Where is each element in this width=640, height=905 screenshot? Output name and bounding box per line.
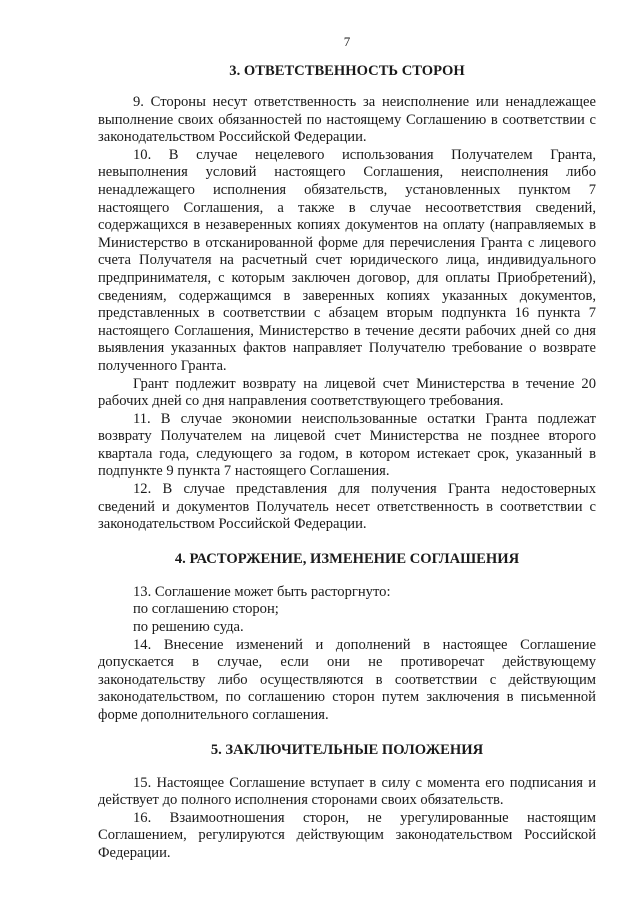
page-number: 7 bbox=[343, 34, 351, 49]
paragraph-11: 11. В случае экономии неиспользованные остатки Гранта подлежат возврату Получателем на лицевой счет Министерства не позднее второго квартала года, следующего за годом, в котором истекает срок, указанный в подпункте 9 пункта 7 настоящего Соглашения. bbox=[98, 410, 596, 480]
list-item-by-agreement: по соглашению сторон; bbox=[133, 601, 279, 618]
paragraph-9: 9. Стороны несут ответственность за неисполнение или ненадлежащее выполнение своих обязанностей по настоящему Соглашению в соответствии с законодательством Российской Федерации. bbox=[98, 94, 596, 146]
paragraph-16: 16. Взаимоотношения сторон, не урегулированные настоящим Соглашением, регулируются действующим законодательством Российской Федерации. bbox=[98, 809, 596, 861]
paragraph-15: 15. Настоящее Соглашение вступает в силу с момента его подписания и действует до полного исполнения сторонами своих обязательств. bbox=[98, 774, 596, 809]
list-item-by-court: по решению суда. bbox=[133, 619, 244, 636]
paragraph-12: 12. В случае представления для получения Гранта недостоверных сведений и документов Получатель несет ответственность в соответствии с законодательством Российской Федерации. bbox=[98, 481, 596, 533]
section-3-heading: 3. ОТВЕТСТВЕННОСТЬ СТОРОН bbox=[229, 63, 465, 79]
section-5-heading: 5. ЗАКЛЮЧИТЕЛЬНЫЕ ПОЛОЖЕНИЯ bbox=[210, 741, 484, 758]
paragraph-10: 10. В случае нецелевого использования Получателем Гранта, невыполнения условий настоящего Соглашения, неисполнения либо ненадлежащего исполнения обязательств, установленных пунктом 7 настоящего Соглашения, а также в случае несоответствия сведений, содержащихся в незаверенных копиях документов на оплату (направляемых в Министерство в отсканированной форме для перечисления Гранта с лицевого счета Получателя на расчетный счет юридического лица, индивидуального предпринимателя, с которым заключен договор, для оплаты Приобретений), сведениям, содержащимся в заверенных копиях указанных документов, представленных в соответствии с абзацем вторым подпункта 16 пункта 7 настоящего Соглашения, Министерство в течение десяти рабочих дней со дня выявления указанных фактов направляет Получателю требование о возврате полученного Гранта. bbox=[98, 146, 596, 374]
paragraph-14: 14. Внесение изменений и дополнений в настоящее Соглашение допускается в случае, если они не противоречат действующему законодательству либо осуществляются в соответствии с действующим законодательством, по соглашению сторон путем заключения в письменной форме дополнительного соглашения. bbox=[98, 636, 596, 723]
paragraph-13: 13. Соглашение может быть расторгнуто: bbox=[133, 583, 391, 600]
document-page bbox=[98, 34, 596, 863]
section-4-heading: 4. РАСТОРЖЕНИЕ, ИЗМЕНЕНИЕ СОГЛАШЕНИЯ bbox=[174, 550, 520, 567]
paragraph-grant-return: Грант подлежит возврату на лицевой счет Министерства в течение 20 рабочих дней со дня направления соответствующего требования. bbox=[98, 375, 596, 410]
